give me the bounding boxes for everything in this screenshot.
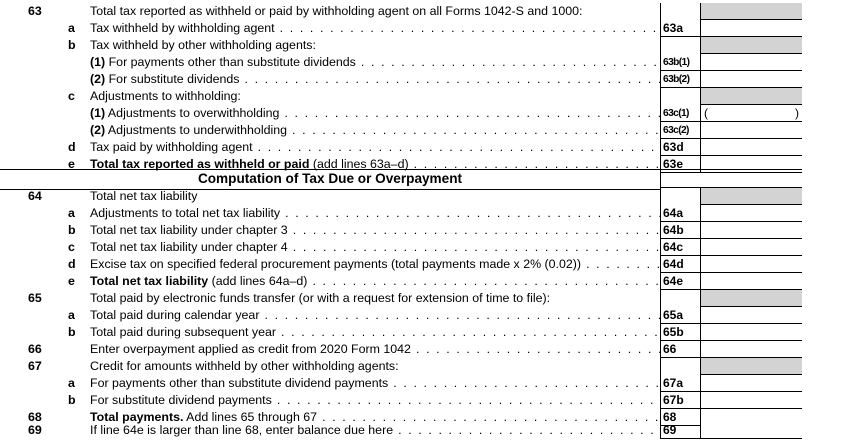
line-text: Enter overpayment applied as credit from 2020 Form 1042 . . <box>90 341 660 358</box>
line-label: 65b <box>660 324 700 341</box>
line-label-blank <box>660 290 700 307</box>
line-label-blank <box>660 188 700 205</box>
line-label-blank <box>660 37 700 54</box>
line-63a <box>0 20 850 37</box>
amount-shaded <box>700 358 802 375</box>
line-prefix: (1) <box>90 55 106 69</box>
amount-field-66[interactable] <box>700 341 802 358</box>
line-text: Total tax reported as withheld or paid by withholding agent on all Forms 1042-S and 1000: <box>90 4 583 18</box>
line-label: 64b <box>660 222 700 239</box>
line-65 <box>0 290 850 307</box>
line-letter: a <box>68 21 75 35</box>
line-text <box>90 122 660 139</box>
line-text-body: Adjustments to underwithholding <box>107 123 288 137</box>
line-letter: a <box>68 308 75 322</box>
line-63d <box>0 139 850 156</box>
line-number: 67 <box>28 359 42 373</box>
line-text-bold: Total payments. <box>90 410 184 424</box>
amount-field-67a[interactable] <box>700 375 802 392</box>
line-64c <box>0 239 850 256</box>
line-text: If line 64e is larger than line 68, enter balance due here . . <box>90 422 660 439</box>
amount-field-69[interactable] <box>700 422 802 439</box>
line-letter: e <box>68 157 75 171</box>
line-text <box>90 54 660 71</box>
line-text: Total paid during subsequent year . . <box>90 324 660 341</box>
section-title-right <box>660 169 802 188</box>
line-label: 68 <box>660 409 700 426</box>
line-label: 63c(2) <box>660 122 700 139</box>
line-label-blank <box>660 3 700 20</box>
line-text: For substitute dividend payments . . <box>90 392 660 409</box>
line-text <box>90 273 660 290</box>
line-label: 67a <box>660 375 700 392</box>
line-63c <box>0 88 850 105</box>
line-letter: d <box>68 257 76 271</box>
line-letter: a <box>68 206 75 220</box>
line-69 <box>0 422 850 439</box>
line-text: Tax withheld by withholding agent . . <box>90 20 660 37</box>
line-label: 63d <box>660 139 700 156</box>
amount-field-63a[interactable] <box>700 20 802 37</box>
line-label: 63b(2) <box>660 71 700 88</box>
line-text-rest: Add lines 65 through 67 <box>183 410 318 424</box>
line-63c2 <box>0 122 850 139</box>
line-64d <box>0 256 850 273</box>
amount-field-63b2[interactable] <box>700 71 802 88</box>
amount-field-64c[interactable] <box>700 239 802 256</box>
amount-shaded <box>700 37 802 54</box>
line-letter: d <box>68 140 76 154</box>
line-63b2 <box>0 71 850 88</box>
amount-field-63c2[interactable] <box>700 122 802 139</box>
amount-field-64a[interactable] <box>700 205 802 222</box>
line-label: 66 <box>660 341 700 358</box>
line-65a <box>0 307 850 324</box>
amount-field-64b[interactable] <box>700 222 802 239</box>
line-letter: c <box>68 240 75 254</box>
amount-field-64d[interactable] <box>700 256 802 273</box>
line-label-blank <box>660 358 700 375</box>
amount-field-67b[interactable] <box>700 392 802 409</box>
line-label: 67b <box>660 392 700 409</box>
amount-field-65a[interactable] <box>700 307 802 324</box>
line-67a <box>0 375 850 392</box>
line-text: Credit for amounts withheld by other withholding agents: <box>90 359 399 373</box>
line-67 <box>0 358 850 375</box>
line-text: Total net tax liability <box>90 189 198 203</box>
amount-field-63d[interactable] <box>700 139 802 156</box>
line-number: 68 <box>28 410 42 424</box>
line-number: 69 <box>28 423 42 437</box>
line-text: Adjustments to withholding: <box>90 89 241 103</box>
line-letter: b <box>68 393 76 407</box>
line-label-blank <box>660 88 700 105</box>
line-64 <box>0 188 850 205</box>
line-66 <box>0 341 850 358</box>
line-text-body: For substitute dividends <box>108 72 240 86</box>
line-63 <box>0 3 850 20</box>
line-label: 65a <box>660 307 700 324</box>
amount-field-63c1[interactable] <box>700 105 802 122</box>
line-63b <box>0 37 850 54</box>
line-letter: b <box>68 38 76 52</box>
line-number: 66 <box>28 342 42 356</box>
line-letter: c <box>68 89 75 103</box>
amount-shaded <box>700 290 802 307</box>
line-64b <box>0 222 850 239</box>
amount-shaded <box>700 188 802 205</box>
line-label: 63b(1) <box>660 54 700 71</box>
amount-shaded <box>700 3 802 20</box>
line-label: 64c <box>660 239 700 256</box>
line-label: 69 <box>660 422 700 439</box>
line-text: Adjustments to total net tax liability . . <box>90 205 660 222</box>
line-text-bold: Total net tax liability <box>90 274 209 288</box>
line-text: Total paid during calendar year . . <box>90 307 660 324</box>
line-text: For payments other than substitute dividend payments . . <box>90 375 660 392</box>
amount-field-65b[interactable] <box>700 324 802 341</box>
line-letter: b <box>68 325 76 339</box>
close-paren: ) <box>795 106 799 120</box>
line-label: 63e <box>660 156 700 173</box>
line-label: 64d <box>660 256 700 273</box>
line-text-rest: (add lines 63a–d) <box>309 157 409 171</box>
amount-shaded <box>700 88 802 105</box>
line-number: 65 <box>28 291 42 305</box>
line-label: 64a <box>660 205 700 222</box>
line-text-body: Adjustments to overwithholding <box>107 106 280 120</box>
line-number: 63 <box>28 4 42 18</box>
line-prefix: (2) <box>90 123 106 137</box>
section-title: Computation of Tax Due or Overpayment <box>0 169 660 190</box>
line-64e <box>0 273 850 290</box>
line-letter: a <box>68 376 75 390</box>
line-text <box>90 71 660 88</box>
line-text-bold: Total tax reported as withheld or paid <box>90 157 310 171</box>
line-text: Total paid by electronic funds transfer (or with a request for extension of time to file): <box>90 291 551 305</box>
line-prefix: (2) <box>90 72 106 86</box>
line-label: 63a <box>660 20 700 37</box>
line-number: 64 <box>28 189 42 203</box>
line-text: Tax withheld by other withholding agents: <box>90 38 316 52</box>
line-label: 64e <box>660 273 700 290</box>
line-67b <box>0 392 850 409</box>
line-63c1 <box>0 105 850 122</box>
line-letter: e <box>68 274 75 288</box>
line-64a <box>0 205 850 222</box>
line-text-body: For payments other than substitute dividends <box>108 55 356 69</box>
open-paren: ( <box>704 106 708 120</box>
line-65b <box>0 324 850 341</box>
line-text <box>90 105 660 122</box>
amount-field-64e[interactable] <box>700 273 802 290</box>
line-text: Total net tax liability under chapter 3 . . <box>90 222 660 239</box>
line-text: Total net tax liability under chapter 4 . . <box>90 239 660 256</box>
line-letter: b <box>68 223 76 237</box>
line-text: Excise tax on specified federal procurement payments (total payments made x 2% (0.02)) . . <box>90 256 660 273</box>
line-prefix: (1) <box>90 106 106 120</box>
amount-field-63b1[interactable] <box>700 54 802 71</box>
line-label: 63c(1) <box>660 105 700 122</box>
line-text: Tax paid by withholding agent . . <box>90 139 660 156</box>
line-63b1 <box>0 54 850 71</box>
line-text-rest: (add lines 64a–d) <box>208 274 308 288</box>
